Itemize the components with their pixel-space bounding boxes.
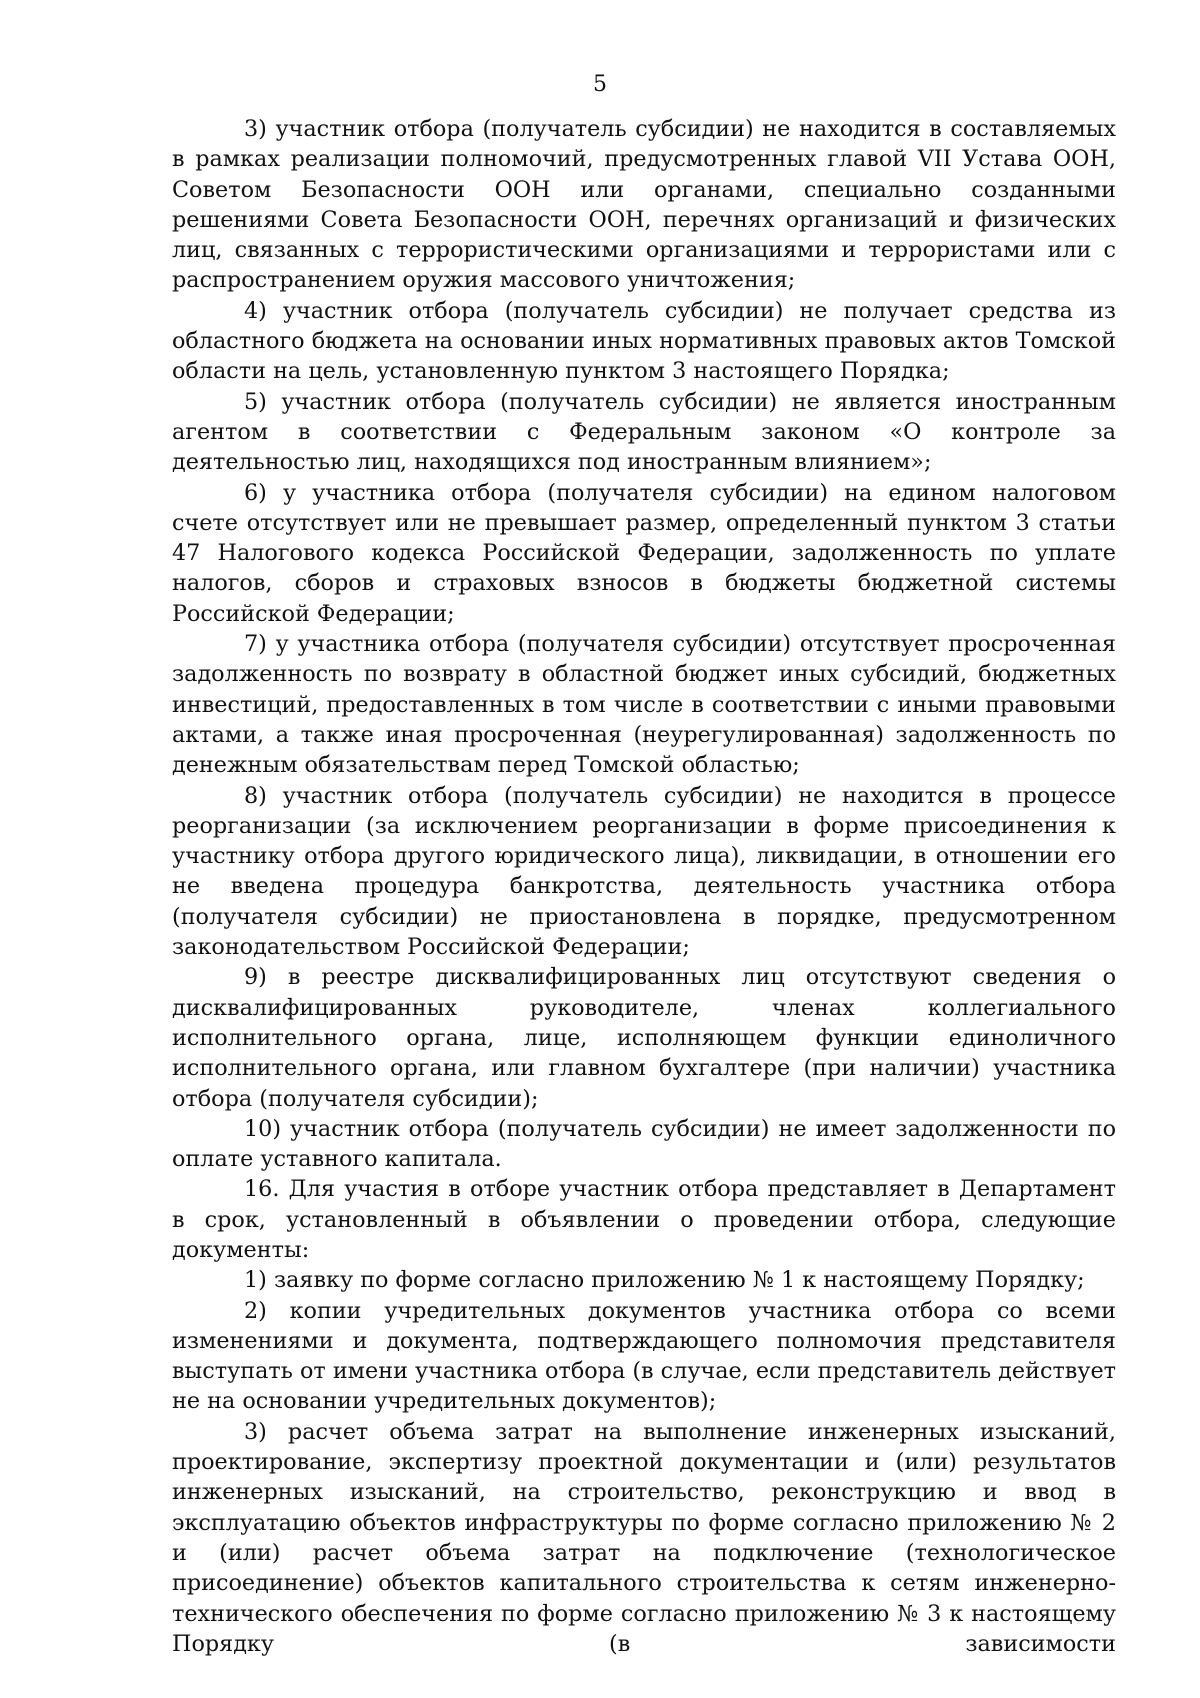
paragraph-item-5: 5) участник отбора (получатель субсидии) не является иностранным агентом в соответствии с Федеральным законом «О контроле за деятельностью лиц, находящихся под иностранным влиянием»; bbox=[172, 388, 1116, 476]
paragraph-item-3: 3) участник отбора (получатель субсидии) не находится в составляемых в рамках реализации полномочий, предусмотренных главой VII Устава ООН, Советом Безопасности ООН или органами, специально созданными решениями Совета Безопасности ООН, перечнях организаций и физических лиц, связанных с террористическими организациями и террористами или с распространением оружия массового уничтожения; bbox=[172, 116, 1116, 294]
paragraph-item-10: 10) участник отбора (получатель субсидии) не имеет задолженности по оплате уставного капитала. bbox=[172, 1115, 1116, 1173]
page-number: 5 bbox=[593, 72, 607, 97]
paragraph-item-7: 7) у участника отбора (получателя субсидии) отсутствует просроченная задолженность по возврату в областной бюджет иных субсидий, бюджетных инвестиций, предоставленных в том числе в соответствии с иными правовыми актами, а также иная просроченная (неурегулированная) задолженность по денежным обязательствам перед Томской областью; bbox=[172, 631, 1116, 779]
paragraph-item-8: 8) участник отбора (получатель субсидии) не находится в процессе реорганизации (за исключением реорганизации в форме присоединения к участнику отбора другого юридического лица), ликвидации, в отношении его не введена процедура банкротства, деятельность участника отбора (получателя субсидии) не приостановлена в порядке, предусмотренном законодательством Российской Федерации; bbox=[172, 782, 1116, 961]
document-body bbox=[172, 114, 1116, 1659]
paragraph-item-9: 9) в реестре дисквалифицированных лиц отсутствуют сведения о дисквалифицированных руководителе, членах коллегиального исполнительного органа, лице, исполняющем функции единоличного исполнительного органа, или главном бухгалтере (при наличии) участника отбора (получателя субсидии); bbox=[172, 964, 1116, 1112]
paragraph-doc-2: 2) копии учредительных документов участника отбора со всеми изменениями и документа, подтверждающего полномочия представителя выступать от имени участника отбора (в случае, если представитель действует не на основании учредительных документов); bbox=[172, 1297, 1116, 1415]
paragraph-section-16: 16. Для участия в отборе участник отбора представляет в Департамент в срок, установленный в объявлении о проведении отбора, следующие документы: bbox=[172, 1176, 1116, 1263]
paragraph-item-4: 4) участник отбора (получатель субсидии) не получает средства из областного бюджета на основании иных нормативных правовых актов Томской области на цель, установленную пунктом 3 настоящего Порядка; bbox=[172, 297, 1116, 385]
paragraph-item-6: 6) у участника отбора (получателя субсидии) на едином налоговом счете отсутствует или не превышает размер, определенный пунктом 3 статьи 47 Налогового кодекса Российской Федерации, задолженность по уплате налогов, сборов и страховых взносов в бюджеты бюджетной системы Российской Федерации; bbox=[172, 479, 1116, 627]
paragraph-doc-1: 1) заявку по форме согласно приложению № 1 к настоящему Порядку; bbox=[244, 1267, 1085, 1294]
paragraph-doc-3: 3) расчет объема затрат на выполнение инженерных изысканий, проектирование, экспертизу проектной документации и (или) результатов инженерных изысканий, на строительство, реконструкцию и ввод в эксплуатацию объектов инфраструктуры по форме согласно приложению № 2 и (или) расчет объема затрат на подключение (технологическое присоединение) объектов капитального строительства к сетям инженерно-технического обеспечения по форме согласно приложению № 3 к настоящему Порядку (в зависимости bbox=[172, 1418, 1116, 1657]
